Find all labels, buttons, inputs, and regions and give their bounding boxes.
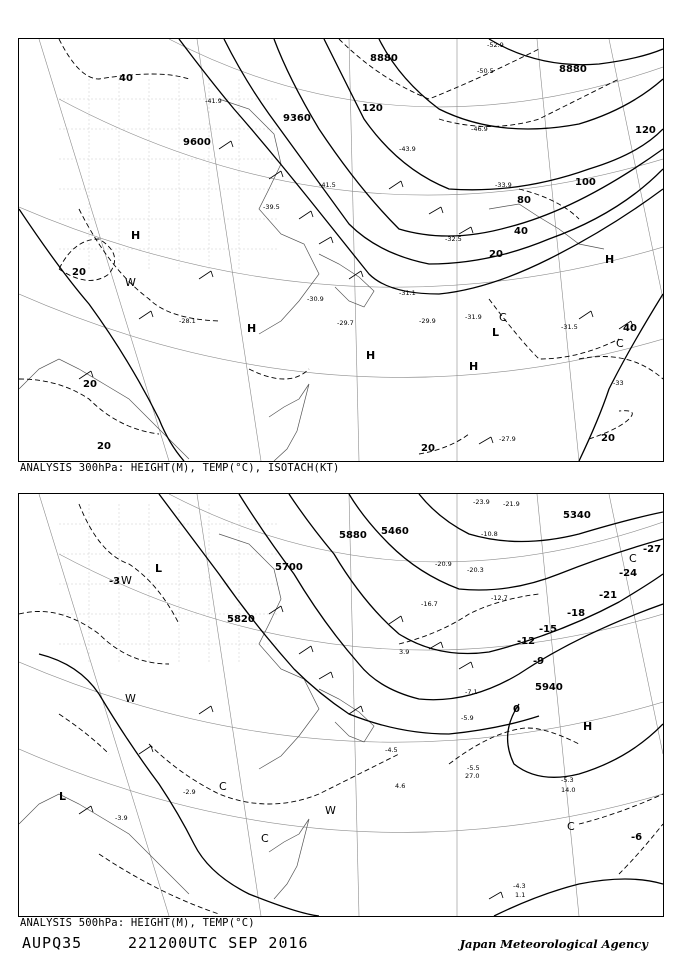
- high-center: H: [469, 360, 479, 373]
- temp-value: -33.9: [495, 181, 512, 189]
- temp-value: -29.7: [337, 319, 354, 327]
- temp-value: -28.1: [179, 317, 196, 325]
- data-grid-lines: [59, 79, 279, 269]
- temp-value: 3.9: [399, 648, 410, 656]
- height-contours: [19, 39, 663, 461]
- height-label: 0: [513, 704, 520, 715]
- wind-barbs: [79, 141, 633, 444]
- temp-value: -7.1: [465, 688, 478, 696]
- cold-center: C: [219, 780, 227, 793]
- height-label: -15: [539, 624, 558, 635]
- height-label: 5340: [563, 510, 591, 521]
- agency-name: Japan Meteorological Agency: [459, 937, 648, 951]
- temp-value: -5.3: [561, 776, 574, 784]
- temp-value: -52.9: [487, 41, 504, 49]
- height-label: 40: [119, 73, 133, 84]
- height-label: 5460: [381, 526, 409, 537]
- height-label: 5700: [275, 562, 303, 573]
- height-label: 8880: [370, 53, 398, 64]
- high-center: H: [583, 720, 593, 733]
- temp-value: -5.9: [461, 714, 474, 722]
- height-label: 5880: [339, 530, 367, 541]
- temp-value: -5.5: [467, 764, 480, 772]
- height-label: 5820: [227, 614, 255, 625]
- high-center: H: [605, 253, 615, 266]
- warm-center: W: [125, 276, 136, 289]
- height-label: 9600: [183, 137, 211, 148]
- cold-center: C: [616, 337, 624, 350]
- warm-center: W: [121, 574, 132, 587]
- temp-value: -29.9: [419, 317, 436, 325]
- caption-500hpa: ANALYSIS 500hPa: HEIGHT(M), TEMP(°C): [20, 917, 255, 929]
- temp-value: -4.5: [385, 746, 398, 754]
- temp-value: -50.5: [477, 67, 494, 75]
- coastline: [19, 99, 604, 461]
- height-label: 40: [514, 226, 528, 237]
- height-label: 20: [97, 441, 111, 452]
- temp-value: -46.9: [471, 125, 488, 133]
- pressure-center-labels: [125, 229, 624, 373]
- temp-value: -20.9: [435, 560, 452, 568]
- cold-center: C: [567, 820, 575, 833]
- height-label: 120: [635, 125, 656, 136]
- caption-300hpa: ANALYSIS 300hPa: HEIGHT(M), TEMP(°C), ISOTACH(KT): [20, 462, 340, 474]
- map-panel-300hpa: [18, 38, 664, 462]
- temp-value: -41.9: [205, 97, 222, 105]
- map-500hpa-svg: [19, 494, 663, 916]
- low-center: L: [155, 562, 163, 575]
- temp-value: -33: [613, 379, 624, 387]
- temp-value: -10.8: [481, 530, 498, 538]
- height-label: 9360: [283, 113, 311, 124]
- cold-center: C: [499, 311, 507, 324]
- temp-value: -4.3: [513, 882, 526, 890]
- cold-center: C: [629, 552, 637, 565]
- height-label: 120: [362, 103, 383, 114]
- map-panel-500hpa: [18, 493, 664, 917]
- temp-value: -41.5: [319, 181, 336, 189]
- temp-value: -3.9: [115, 814, 128, 822]
- height-label: -3: [109, 576, 121, 587]
- height-label: 8880: [559, 64, 587, 75]
- temp-value: -21.9: [503, 500, 520, 508]
- height-label: -18: [567, 608, 586, 619]
- height-label: 100: [575, 177, 596, 188]
- temp-value: -16.7: [421, 600, 438, 608]
- height-label: 20: [83, 379, 97, 390]
- pressure-center-labels: [59, 552, 637, 845]
- height-label: 5940: [535, 682, 563, 693]
- low-center: L: [492, 326, 500, 339]
- coastline: [19, 534, 374, 899]
- temp-value: -20.3: [467, 566, 484, 574]
- temp-value: -39.5: [263, 203, 280, 211]
- temp-value: -43.9: [399, 145, 416, 153]
- temp-value: -31.1: [399, 289, 416, 297]
- temp-value: -31.9: [465, 313, 482, 321]
- product-code: AUPQ35: [22, 934, 83, 952]
- cold-center: C: [261, 832, 269, 845]
- height-label: 20: [421, 443, 435, 454]
- temp-value: -23.9: [473, 498, 490, 506]
- height-label: 80: [517, 195, 531, 206]
- height-label: -27: [643, 544, 662, 555]
- temp-value: -2.9: [183, 788, 196, 796]
- temp-value: -12.7: [491, 594, 508, 602]
- temp-value: 14.0: [561, 786, 576, 794]
- high-center: H: [131, 229, 141, 242]
- temp-value: -31.5: [561, 323, 578, 331]
- temp-value: 27.0: [465, 772, 480, 780]
- low-center: L: [59, 790, 67, 803]
- height-label: -24: [619, 568, 638, 579]
- temp-value: 1.1: [515, 891, 526, 899]
- isotach-lines: [19, 39, 663, 454]
- warm-center: W: [125, 692, 136, 705]
- height-label: -12: [517, 636, 536, 647]
- height-label: -6: [631, 832, 643, 843]
- height-label: 20: [72, 267, 86, 278]
- height-label: -9: [533, 656, 545, 667]
- valid-time: 221200UTC SEP 2016: [128, 934, 309, 952]
- height-label: 20: [601, 433, 615, 444]
- warm-center: W: [325, 804, 336, 817]
- temp-value: -32.5: [445, 235, 462, 243]
- height-label: -21: [599, 590, 618, 601]
- height-label: 40: [623, 323, 637, 334]
- height-label: 20: [489, 249, 503, 260]
- height-contours: [39, 494, 663, 916]
- high-center: H: [247, 322, 257, 335]
- temp-value: 4.6: [395, 782, 406, 790]
- high-center: H: [366, 349, 376, 362]
- map-300hpa-svg: [19, 39, 663, 461]
- height-labels: [72, 53, 656, 454]
- temp-value: -30.9: [307, 295, 324, 303]
- temp-value: -27.9: [499, 435, 516, 443]
